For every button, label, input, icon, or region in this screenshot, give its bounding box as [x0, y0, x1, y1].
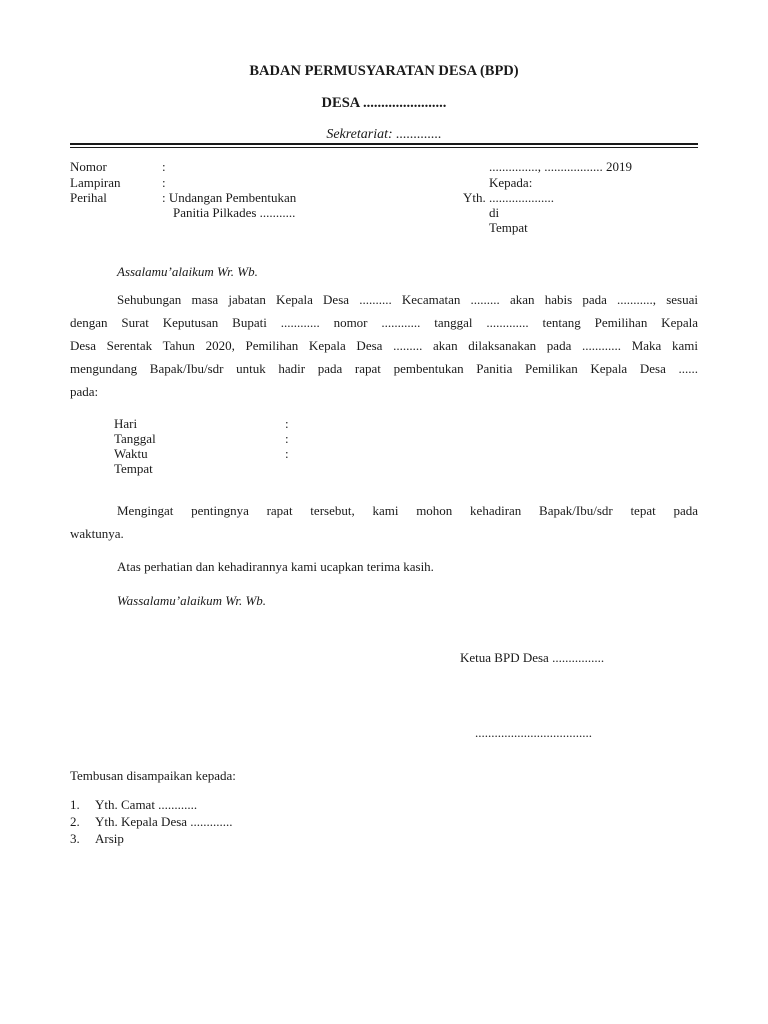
schedule-colon: : [285, 416, 289, 431]
cc-item-number: 2. [70, 814, 80, 829]
cc-item-number: 1. [70, 797, 80, 812]
para1-line: mengundang Bapak/Ibu/sdr untuk hadir pada rapat pembentukan Panitia Pemilikan Kepala Desa ...... [70, 362, 698, 376]
para2-line: waktunya. [70, 526, 124, 541]
para1-line: dengan Surat Keputusan Bupati ............ nomor ............ tanggal ............. tentang Pemilihan Kepala [70, 316, 698, 330]
perihal-label: Perihal [70, 190, 107, 205]
para2-line: Mengingat pentingnya rapat tersebut, kami mohon kehadiran Bapak/Ibu/sdr tepat pada [117, 504, 698, 518]
cc-item-text: Yth. Kepala Desa ............. [95, 814, 233, 829]
recipient-tempat: Tempat [489, 220, 528, 235]
thanks-line: Atas perhatian dan kehadirannya kami ucapkan terima kasih. [117, 559, 434, 574]
cc-item-number: 3. [70, 831, 80, 846]
schedule-label-hari: Hari [114, 416, 138, 431]
para1-line: Desa Serentak Tahun 2020, Pemilihan Kepala Desa ......... akan dilaksanakan pada ............ Maka kami [70, 339, 698, 353]
nomor-label: Nomor [70, 159, 107, 174]
org-title: BADAN PERMUSYARATAN DESA (BPD) [249, 63, 519, 79]
lampiran-colon: : [162, 175, 166, 190]
perihal-value-line1: : Undangan Pembentukan [162, 190, 297, 205]
greeting: Assalamu’alaikum Wr. Wb. [117, 264, 258, 279]
header-rule-thin [70, 147, 698, 148]
schedule-label-tempat: Tempat [114, 461, 153, 476]
letter-date: ..............., .................. 2019 [489, 159, 632, 174]
village-name: DESA ....................... [321, 95, 447, 111]
schedule-label-tanggal: Tanggal [114, 431, 156, 446]
closing-greeting: Wassalamu’alaikum Wr. Wb. [117, 593, 267, 608]
secretariat-line: Sekretariat: ............. [326, 127, 442, 142]
header-rule-thick [70, 143, 698, 145]
nomor-colon: : [162, 159, 166, 174]
schedule-colon: : [285, 446, 289, 461]
schedule-label-waktu: Waktu [114, 446, 148, 461]
cc-item-text: Arsip [95, 831, 124, 846]
cc-heading: Tembusan disampaikan kepada: [70, 768, 236, 783]
signature-title: Ketua BPD Desa ................ [460, 650, 605, 665]
lampiran-label: Lampiran [70, 175, 121, 190]
recipient-kepada: Kepada: [489, 175, 533, 190]
perihal-value-line2: Panitia Pilkades ........... [173, 205, 296, 220]
signature-name-line: .................................... [475, 725, 592, 740]
schedule-colon: : [285, 431, 289, 446]
para1-line: pada: [70, 384, 99, 399]
recipient-yth: Yth. .................... [463, 190, 554, 205]
recipient-di: di [489, 205, 500, 220]
cc-item-text: Yth. Camat ............ [95, 797, 198, 812]
para1-line: Sehubungan masa jabatan Kepala Desa .......... Kecamatan ......... akan habis pada ..........., sesuai [117, 293, 698, 307]
